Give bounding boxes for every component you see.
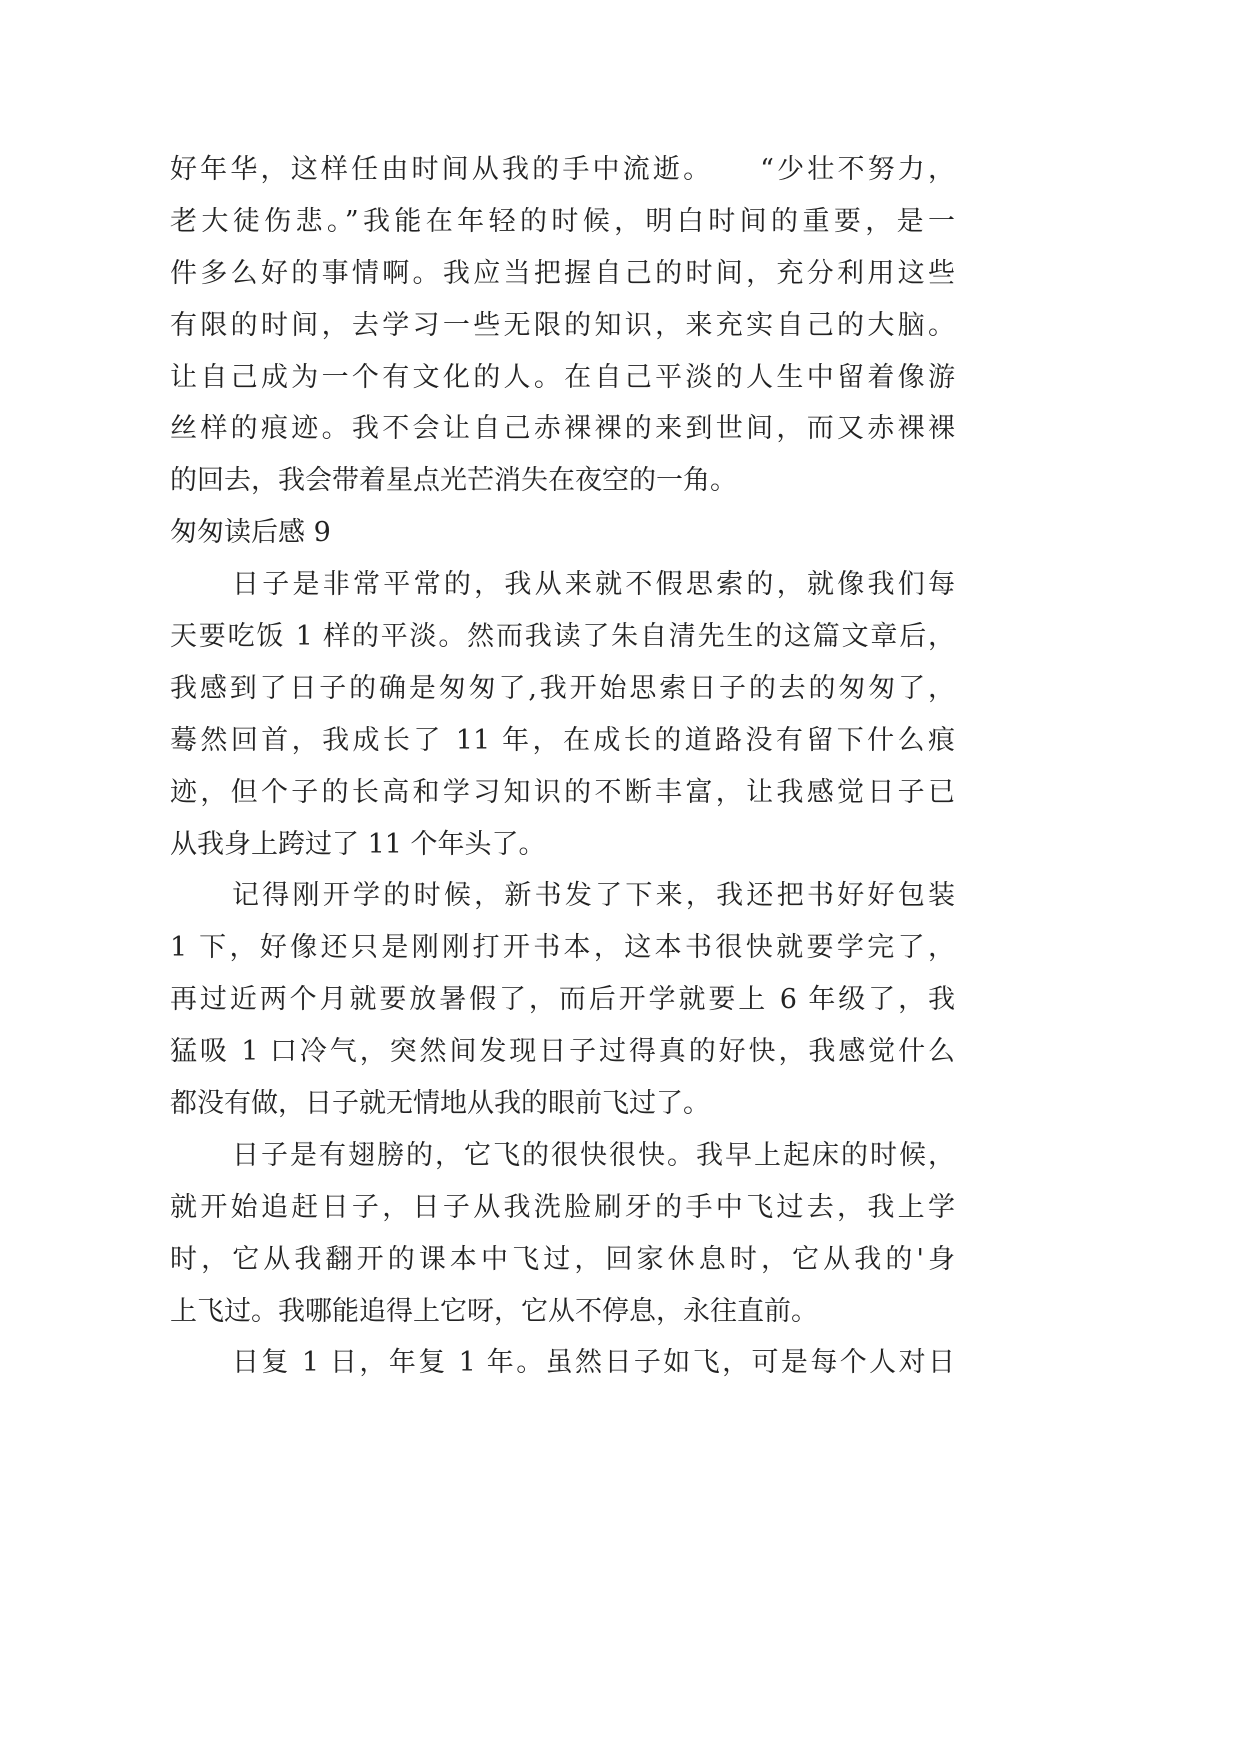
text-line: 有限的时间，去学习一些无限的知识，来充实自己的大脑。 <box>170 309 955 341</box>
text-line: 丝样的痕迹。我不会让自己赤裸裸的来到世间，而又赤裸裸 <box>170 413 955 445</box>
text-line: 日复 1 日，年复 1 年。虽然日子如飞，可是每个人对日 <box>232 1347 955 1379</box>
text-line: 都没有做，日子就无情地从我的眼前飞过了。 <box>170 1088 710 1120</box>
text-line: 的回去，我会带着星点光芒消失在夜空的一角。 <box>170 465 737 497</box>
text-line: 就开始追赶日子，日子从我洗脸刷牙的手中飞过去，我上学 <box>170 1191 955 1223</box>
text-line: 老大徒伤悲。”我能在年轻的时候，明白时间的重要，是一 <box>170 205 955 237</box>
text-line: 1 下，好像还只是刚刚打开书本，这本书很快就要学完了， <box>170 932 955 964</box>
text-line: 时，它从我翻开的课本中飞过，回家休息时，它从我的'身 <box>170 1243 955 1275</box>
body-text <box>170 144 955 1389</box>
text-line: 上飞过。我哪能追得上它呀，它从不停息，永往直前。 <box>170 1295 818 1327</box>
text-line: 天要吃饭 1 样的平淡。然而我读了朱自清先生的这篇文章后， <box>170 621 955 653</box>
text-line: 从我身上跨过了 11 个年头了。 <box>170 828 546 860</box>
text-line: 我感到了日子的确是匆匆了,我开始思索日子的去的匆匆了， <box>170 672 955 704</box>
text-line: 猛吸 1 口冷气，突然间发现日子过得真的好快，我感觉什么 <box>170 1036 955 1068</box>
text-line: 记得刚开学的时候，新书发了下来，我还把书好好包装 <box>232 880 955 912</box>
section-heading: 匆匆读后感 9 <box>170 517 331 549</box>
text-line: 迹，但个子的长高和学习知识的不断丰富，让我感觉日子已 <box>170 776 955 808</box>
text-line: 让自己成为一个有文化的人。在自己平淡的人生中留着像游 <box>170 361 955 393</box>
text-line: 日子是非常平常的，我从来就不假思索的，就像我们每 <box>232 569 955 601</box>
text-line: 日子是有翅膀的，它飞的很快很快。我早上起床的时候， <box>232 1139 955 1171</box>
text-line: 件多么好的事情啊。我应当把握自己的时间，充分利用这些 <box>170 257 955 289</box>
text-line: 再过近两个月就要放暑假了，而后开学就要上 6 年级了，我 <box>170 984 955 1016</box>
text-line: 好年华，这样任由时间从我的手中流逝。 “少壮不努力， <box>170 154 955 185</box>
text-line: 蓦然回首，我成长了 11 年，在成长的道路没有留下什么痕 <box>170 724 955 756</box>
